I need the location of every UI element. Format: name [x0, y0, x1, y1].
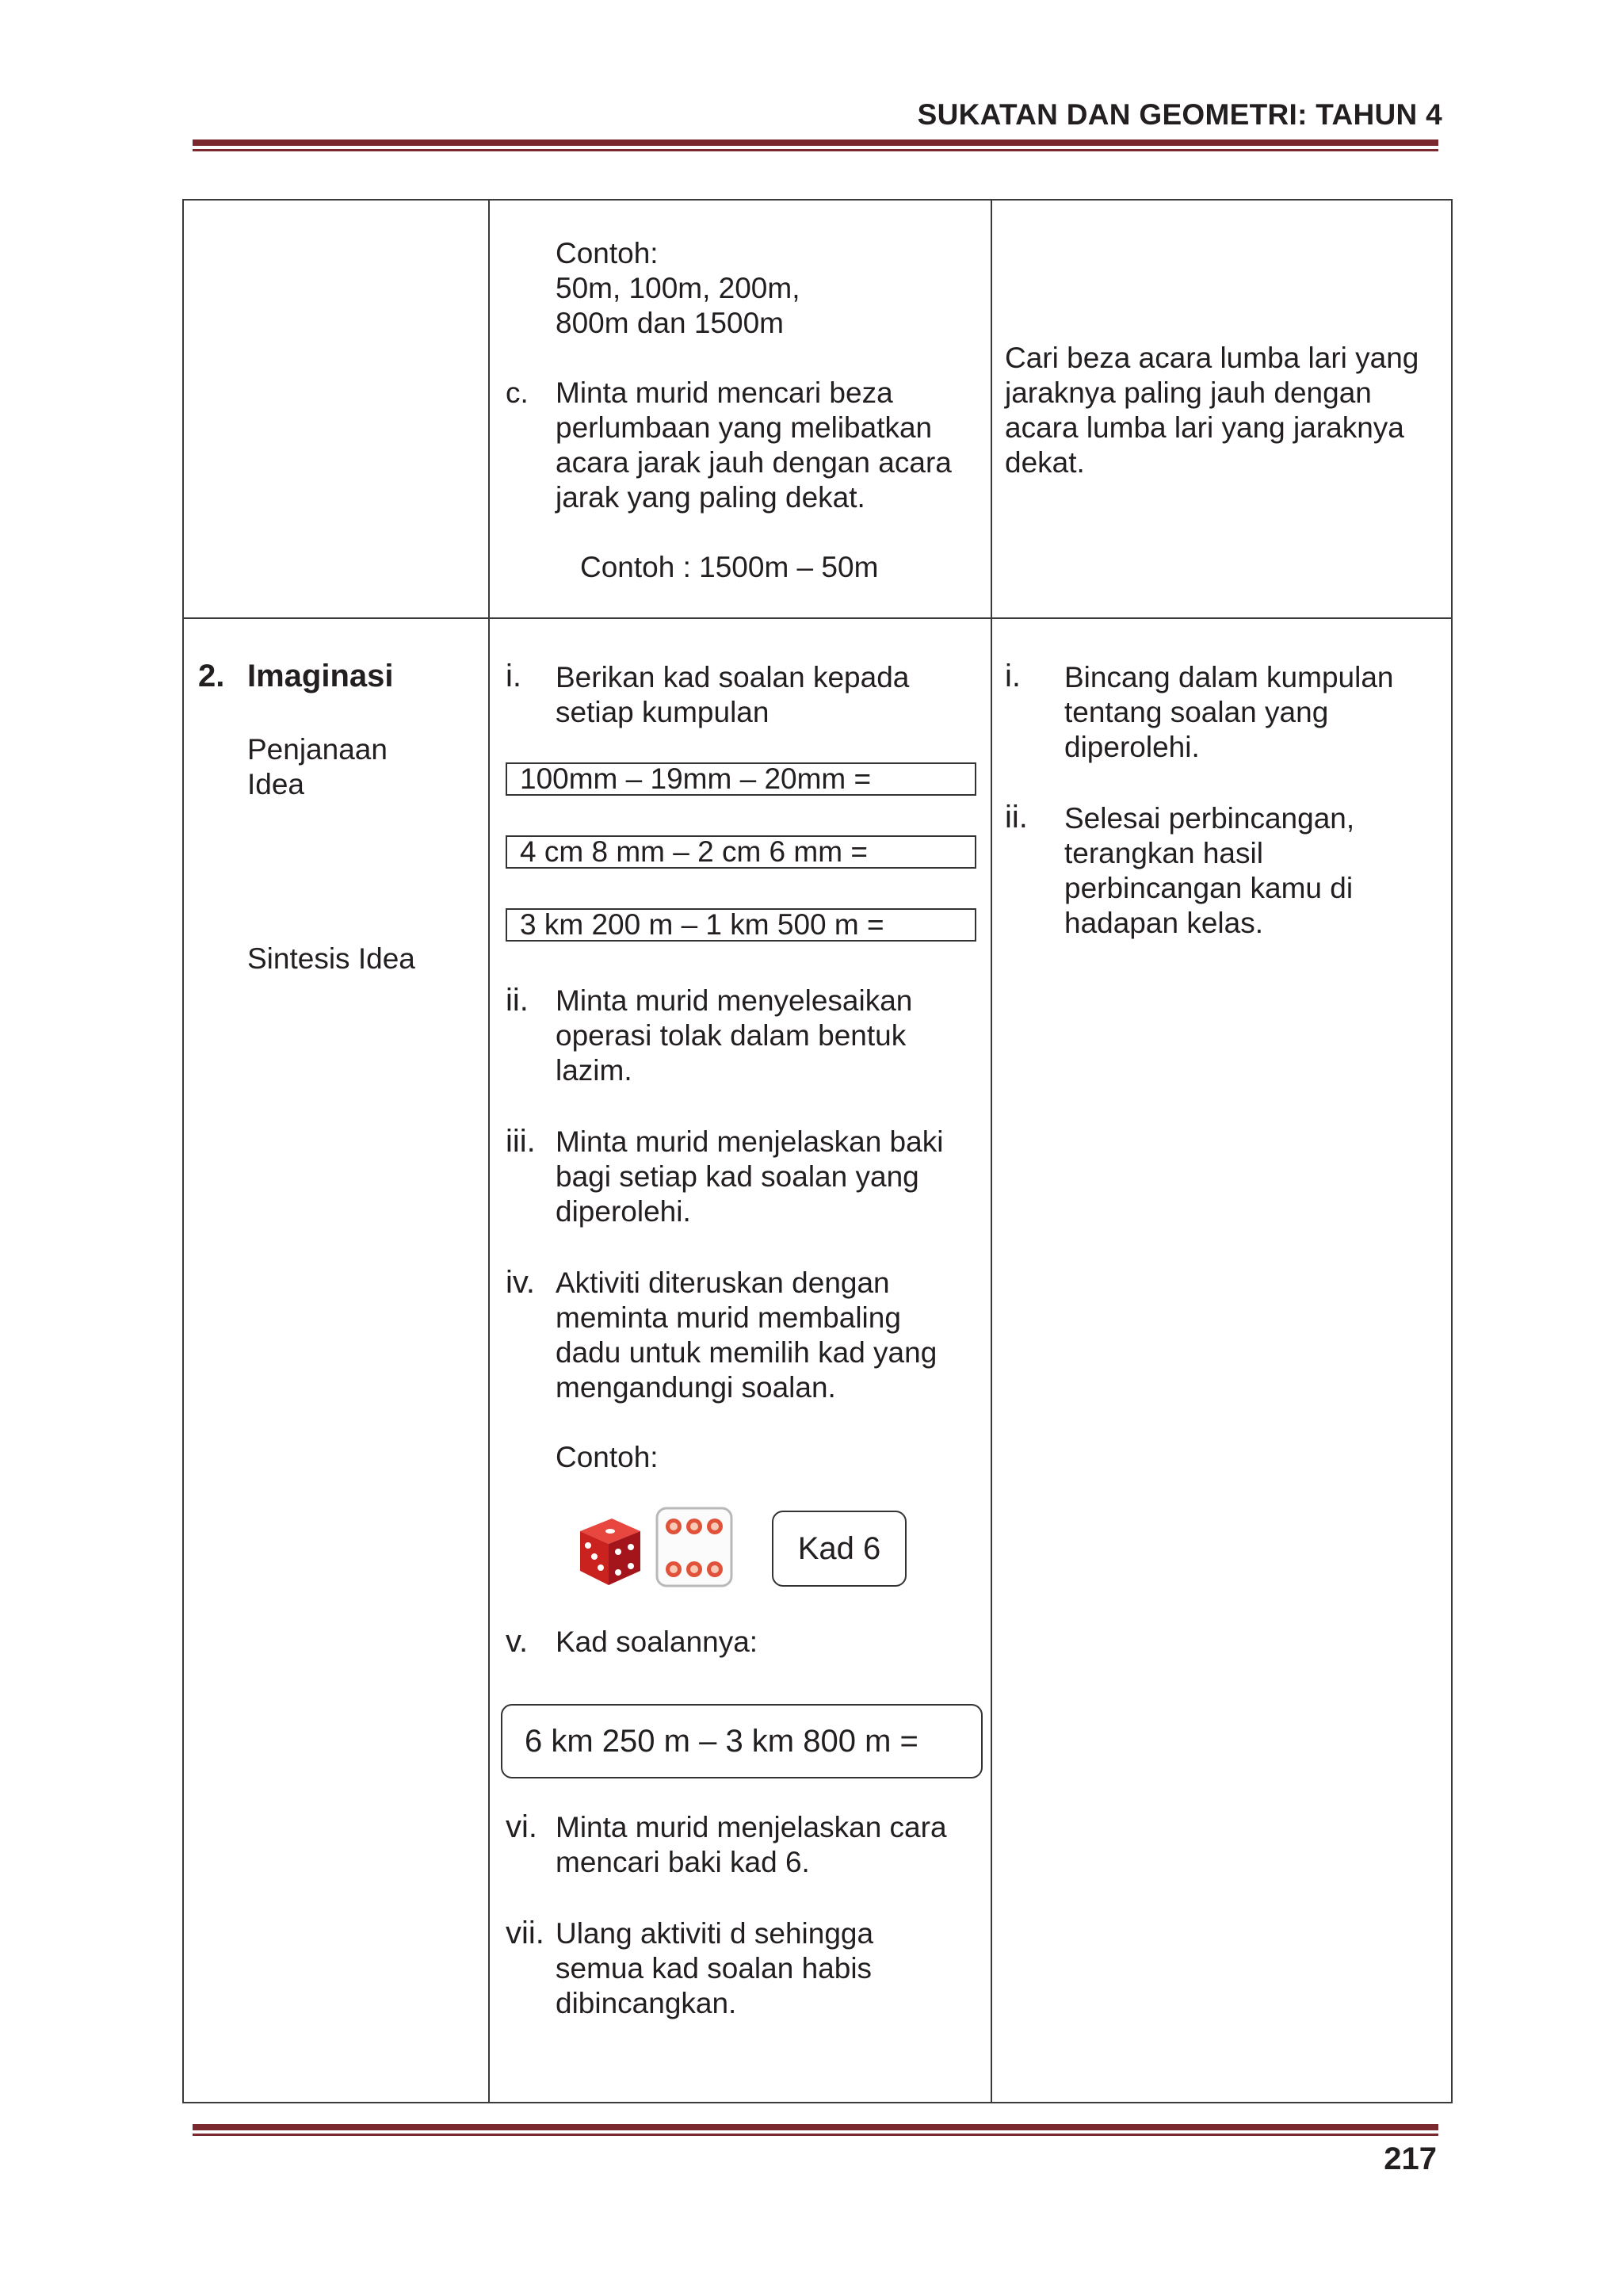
- response-ii-marker: ii.: [1005, 800, 1028, 835]
- response-i-line: diperolehi.: [1064, 731, 1200, 763]
- header-title: SUKATAN DAN GEOMETRI: TAHUN 4: [917, 98, 1442, 131]
- row1-right-line: acara lumba lari yang jaraknya: [1005, 411, 1404, 444]
- section-sub2: Sintesis Idea: [247, 942, 415, 975]
- item-iv-line: dadu untuk memilih kad yang: [556, 1336, 938, 1369]
- item-vi-line: mencari baki kad 6.: [556, 1846, 810, 1878]
- row1-example-line1: 50m, 100m, 200m,: [556, 272, 800, 304]
- item-vii-line: dibincangkan.: [556, 1987, 737, 2019]
- section-number: 2.: [198, 659, 225, 693]
- item-iii-line: Minta murid menjelaskan baki: [556, 1125, 944, 1158]
- item-iv-example-label: Contoh:: [556, 1441, 659, 1473]
- question-card-main-text: 6 km 250 m – 3 km 800 m =: [525, 1724, 918, 1759]
- row1-c-line: Minta murid mencari beza: [556, 376, 893, 409]
- item-i-marker: i.: [506, 659, 521, 693]
- section-sub1-line1: Penjanaan: [247, 733, 388, 766]
- row1-c-marker: c.: [506, 376, 529, 409]
- table-divider-1: [488, 199, 490, 2103]
- row1-right-line: dekat.: [1005, 446, 1085, 479]
- question-card-2: 4 cm 8 mm – 2 cm 6 mm =: [506, 835, 976, 869]
- response-i-line: tentang soalan yang: [1064, 696, 1329, 728]
- response-ii-line: Selesai perbincangan,: [1064, 802, 1355, 835]
- footer-rule: [193, 2124, 1438, 2136]
- section-sub1-line2: Idea: [247, 768, 305, 800]
- item-i-line: Berikan kad soalan kepada: [556, 661, 910, 693]
- page-number: 217: [1384, 2141, 1437, 2176]
- item-iv-line: mengandungi soalan.: [556, 1371, 836, 1404]
- card-label: Kad 6: [797, 1531, 881, 1566]
- row1-c-line: perlumbaan yang melibatkan: [556, 411, 933, 444]
- item-ii-line: lazim.: [556, 1054, 632, 1087]
- item-iii-line: bagi setiap kad soalan yang: [556, 1160, 919, 1193]
- question-card-main: [501, 1704, 983, 1778]
- item-vii-line: semua kad soalan habis: [556, 1952, 873, 1985]
- item-iii-marker: iii.: [506, 1124, 536, 1159]
- item-ii-line: Minta murid menyelesaikan: [556, 984, 913, 1017]
- item-iv-marker: iv.: [506, 1265, 536, 1300]
- item-v-marker: v.: [506, 1624, 529, 1659]
- row1-example-label: Contoh:: [556, 237, 659, 269]
- item-vii-line: Ulang aktiviti d sehingga: [556, 1917, 874, 1950]
- item-iv-line: meminta murid membaling: [556, 1301, 901, 1334]
- item-iii-line: diperolehi.: [556, 1195, 691, 1228]
- red-dice-icon: [574, 1512, 643, 1588]
- response-ii-line: terangkan hasil: [1064, 837, 1263, 869]
- section-title: Imaginasi: [247, 659, 394, 693]
- response-ii-line: hadapan kelas.: [1064, 907, 1263, 939]
- item-iv-line: Aktiviti diteruskan dengan: [556, 1266, 890, 1299]
- item-i-line: setiap kumpulan: [556, 696, 769, 728]
- item-vi-marker: vi.: [506, 1809, 537, 1844]
- response-i-marker: i.: [1005, 659, 1021, 693]
- question-card-1: 100mm – 19mm – 20mm =: [506, 762, 976, 796]
- question-card-3: 3 km 200 m – 1 km 500 m =: [506, 908, 976, 942]
- response-ii-line: perbincangan kamu di: [1064, 872, 1354, 904]
- item-ii-marker: ii.: [506, 983, 529, 1018]
- dice-face-six-icon: [655, 1506, 734, 1588]
- item-ii-line: operasi tolak dalam bentuk: [556, 1019, 907, 1052]
- item-vii-marker: vii.: [506, 1916, 544, 1950]
- header-rule: [193, 139, 1438, 151]
- row1-right-line: jaraknya paling jauh dengan: [1005, 376, 1372, 409]
- table-row-divider: [182, 617, 1453, 619]
- response-i-line: Bincang dalam kumpulan: [1064, 661, 1394, 693]
- item-vi-line: Minta murid menjelaskan cara: [556, 1811, 947, 1843]
- row1-right-line: Cari beza acara lumba lari yang: [1005, 342, 1419, 374]
- row1-c-example: Contoh : 1500m – 50m: [580, 551, 879, 583]
- card-label-box: [772, 1511, 907, 1587]
- row1-c-line: jarak yang paling dekat.: [556, 481, 865, 514]
- row1-c-line: acara jarak jauh dengan acara: [556, 446, 952, 479]
- row1-example-line2: 800m dan 1500m: [556, 307, 784, 339]
- table-divider-2: [991, 199, 992, 2103]
- item-v-text: Kad soalannya:: [556, 1626, 758, 1658]
